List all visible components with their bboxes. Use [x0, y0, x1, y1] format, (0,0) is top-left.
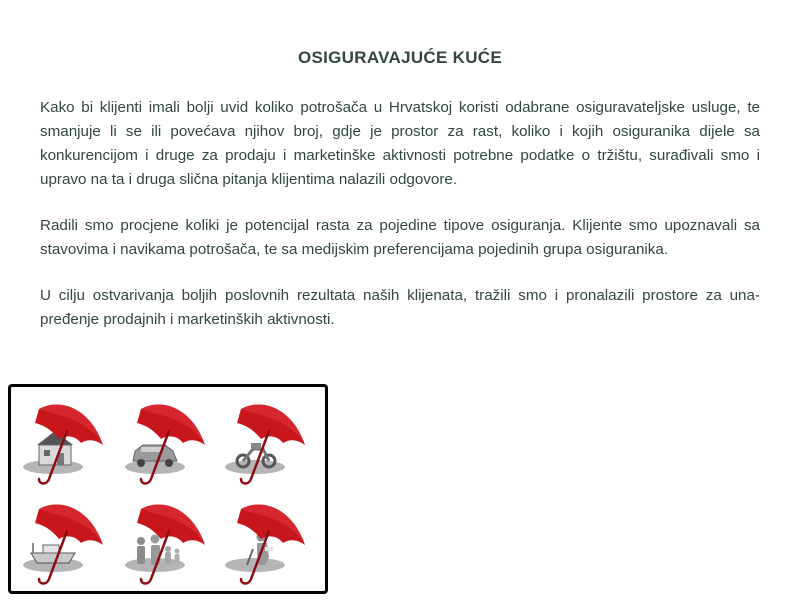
paragraph-business-results: U cilju ostvarivanja boljih poslovnih rezultata naših klijenata, tražili smo i pronalazili prostore za una-pređenje prodajnih i marketinških aktivnosti. — [40, 287, 760, 328]
article-body — [40, 96, 760, 354]
insurance-illustration — [8, 384, 328, 594]
house-insurance-icon — [23, 405, 103, 484]
motorcycle-insurance-icon — [225, 405, 305, 484]
boat-insurance-icon — [23, 505, 103, 584]
family-insurance-icon — [125, 505, 205, 584]
paragraph-growth-potential: Radili smo procjene koliki je potencijal rasta za pojedine tipove osiguranja. Klijente smo upoznavali sa stavovima i navikama potrošača, te sa medijskim preferencijama pojedinih grupa osiguranika. — [40, 217, 760, 258]
injured-person-insurance-icon — [225, 505, 305, 584]
page-title: OSIGURAVAJUĆE KUĆE — [297, 48, 503, 67]
paragraph-market-insight: Kako bi klijenti imali bolji uvid koliko potrošača u Hrvatskoj koristi odabrane osiguravateljske usluge, te smanjuje li se ili povećava njihov broj, gdje je prostor za rast, koliko i kojih osiguranika dijele sa konkurencijom i druge za prodaju i marketinške aktivnosti potrebne podatke o tržištu, surađivali smo i upravo na ta i druga slična pitanja klijentima nalazili odgovore. — [40, 99, 760, 188]
car-insurance-icon — [125, 405, 205, 484]
